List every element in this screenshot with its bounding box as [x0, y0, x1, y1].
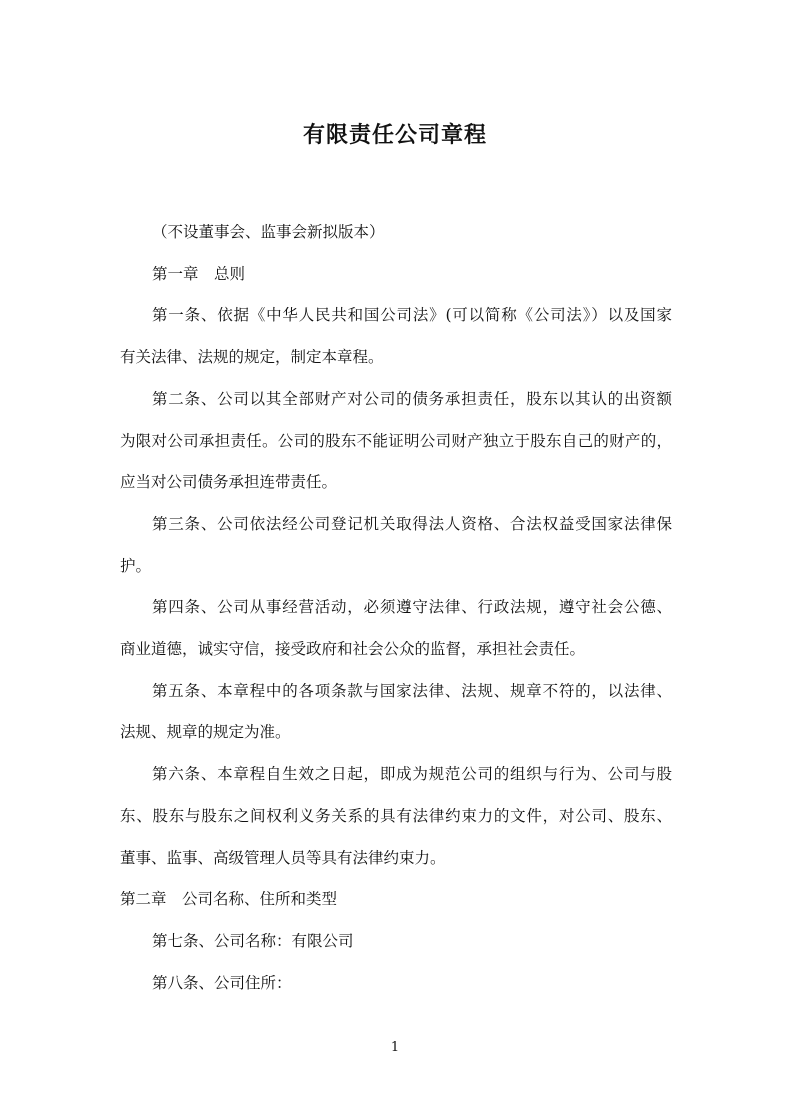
text-line: 有关法律、法规的规定，制定本章程。 [120, 348, 384, 367]
text-line: （不设董事会、监事会新拟版本） [152, 223, 385, 241]
text-line: 商业道德，诚实守信，接受政府和社会公众的监督，承担社会责任。 [120, 640, 586, 658]
text-line: 法规、规章的规定为准。 [120, 723, 291, 742]
text-line: 东、股东与股东之间权利义务关系的具有法律约束力的文件，对公司、股东、 [120, 806, 672, 825]
text-line: 第七条、公司名称：有限公司 [152, 931, 354, 950]
text-line: 第二条、公司以其全部财产对公司的债务承担责任，股东以其认的出资额 [152, 389, 672, 408]
text-line: 第六条、本章程自生效之日起，即成为规范公司的组织与行为、公司与股 [152, 765, 672, 784]
text-line: 第五条、本章程中的各项条款与国家法律、法规、规章不符的，以法律、 [152, 681, 672, 700]
text-line: 第一章 总则 [152, 264, 246, 283]
text-line: 第三条、公司依法经公司登记机关取得法人资格、合法权益受国家法律保 [152, 514, 672, 533]
text-line: 董事、监事、高级管理人员等具有法律约束力。 [120, 848, 446, 867]
text-line: 护。 [120, 556, 152, 575]
document-title: 有限责任公司章程 [302, 122, 487, 148]
text-line: 为限对公司承担责任。公司的股东不能证明公司财产独立于股东自己的财产的， [120, 431, 672, 450]
text-line: 应当对公司债务承担连带责任。 [120, 473, 338, 492]
text-line: 第二章 公司名称、住所和类型 [120, 890, 338, 909]
page-number: 1 [390, 1040, 400, 1055]
text-line: 第四条、公司从事经营活动，必须遵守法律、行政法规，遵守社会公德、 [152, 598, 672, 617]
text-line: 第八条、公司住所： [152, 973, 292, 992]
text-line: 第一条、依据《中华人民共和国公司法》(可以简称《公司法》）以及国家 [152, 306, 672, 325]
